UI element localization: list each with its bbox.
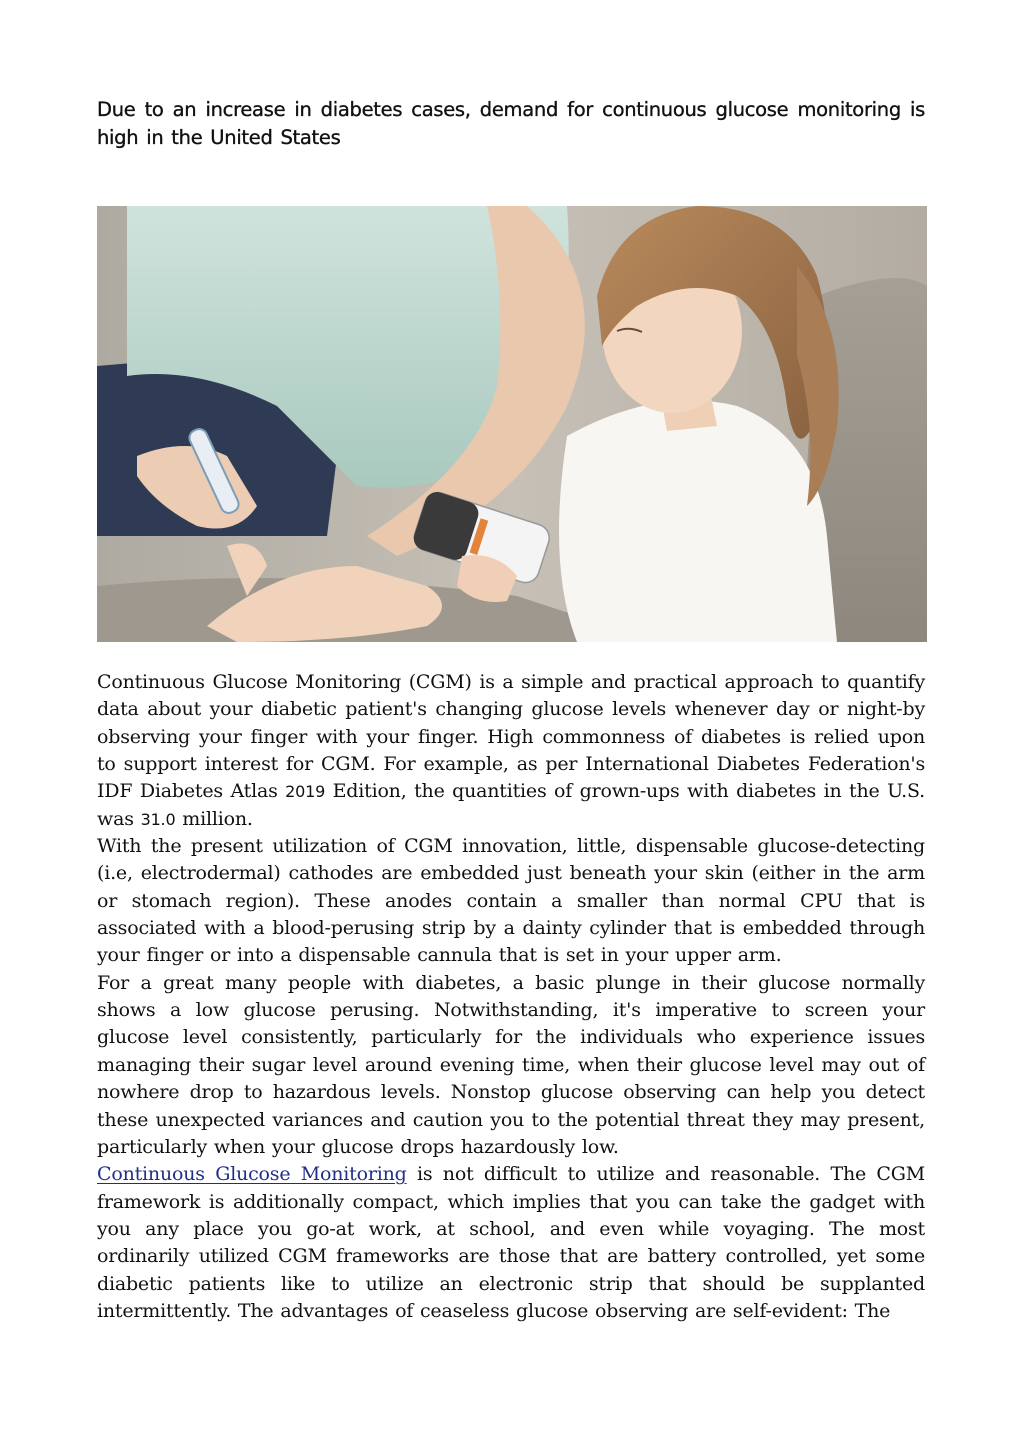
article-title: Due to an increase in diabetes cases, demand for continuous glucose monitoring is high in the United States: [97, 98, 925, 149]
paragraph-1: [97, 669, 925, 833]
paragraph-4-text: is not difficult to utilize and reasonable. The CGM framework is additionally compact, which implies that you can take the gadget with you any place you go-at work, at school, and even while voyaging. The most ordinarily utilized CGM frameworks are those that are battery controlled, yet some diabetic patients like to utilize an electronic strip that should be supplanted intermittently. The advantages of ceaseless glucose observing are self-evident: The: [97, 1163, 925, 1322]
paragraph-2: With the present utilization of CGM innovation, little, dispensable glucose-detecting (i.e, electrodermal) cathodes are embedded just beneath your skin (either in the arm or stomach region). These anodes contain a smaller than normal CPU that is associated with a blood-perusing strip by a dainty cylinder that is embedded through your finger or into a dispensable cannula that is set in your upper arm.: [97, 835, 925, 967]
atlas-year: 2019: [285, 782, 326, 802]
article-body: [97, 669, 925, 1325]
paragraph-1-text-b: Edition, the quantities of grown-ups with diabetes in the U.S. was: [97, 780, 925, 830]
diabetes-adults-count: 31.0: [140, 809, 176, 829]
paragraph-4: [97, 1161, 925, 1325]
photo-mother-child-glucose-test-icon: [97, 206, 927, 642]
paragraph-1-text-c: million.: [175, 807, 253, 830]
paragraph-1-text-a: Continuous Glucose Monitoring (CGM) is a simple and practical approach to quantify data about your diabetic patient's changing glucose levels whenever day or night-by observing your finger with your finger. High commonness of diabetes is relied upon to support interest for CGM. For example, as per International Diabetes Federation's IDF Diabetes Atlas: [97, 671, 925, 803]
article-photo: [97, 206, 927, 642]
paragraph-3: For a great many people with diabetes, a basic plunge in their glucose normally shows a low glucose perusing. Notwithstanding, it's imperative to screen your glucose level consistently, particularly for the individuals who experience issues managing their sugar level around evening time, when their glucose level may out of nowhere drop to hazardous levels. Nonstop glucose observing can help you detect these unexpected variances and caution you to the potential threat they may present, particularly when your glucose drops hazardously low.: [97, 971, 925, 1158]
cgm-link[interactable]: Continuous Glucose Monitoring: [97, 1163, 407, 1186]
